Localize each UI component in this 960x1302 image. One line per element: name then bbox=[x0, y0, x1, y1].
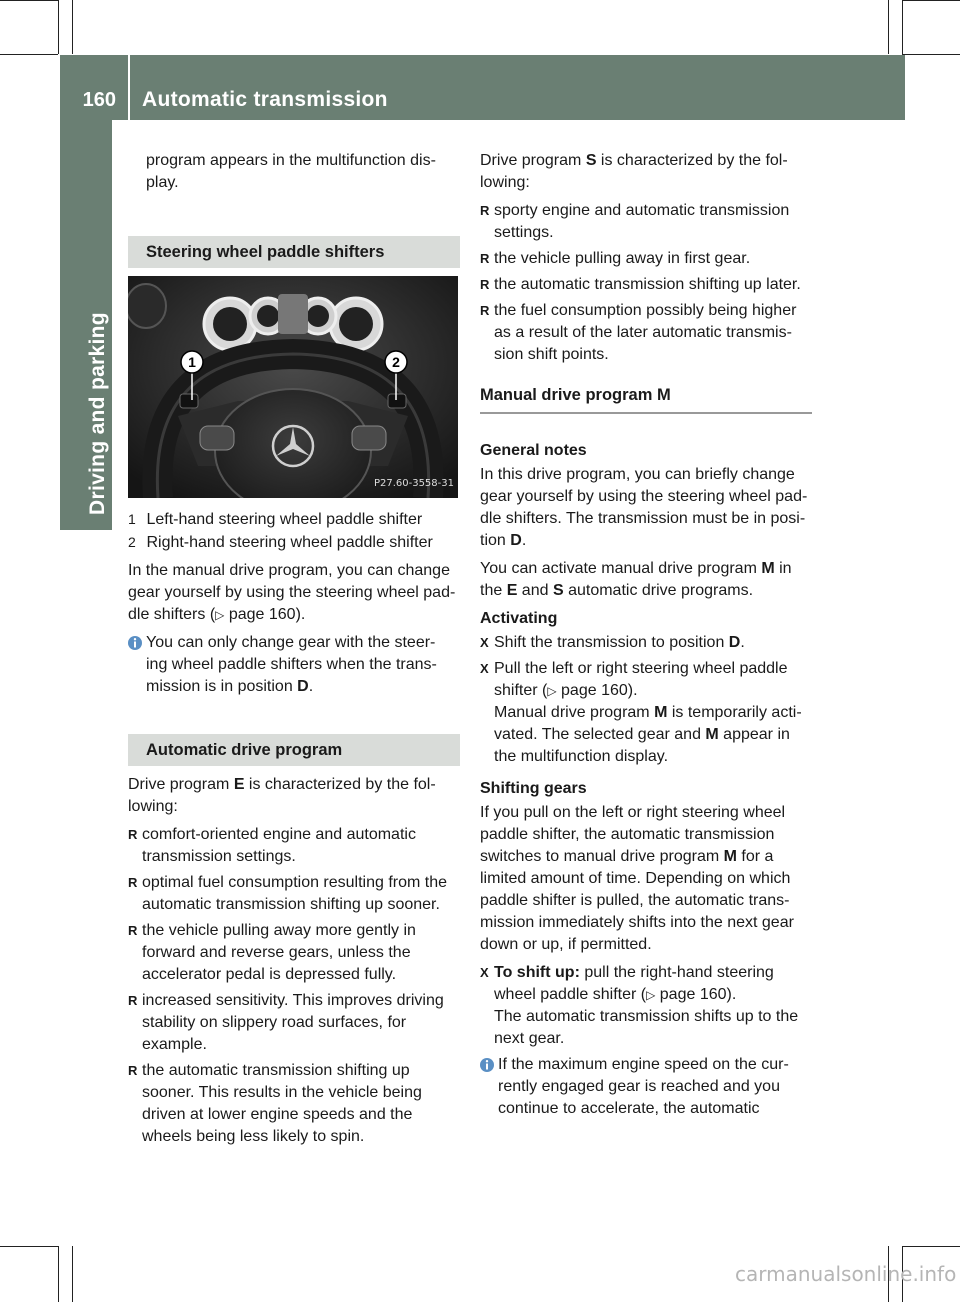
page-number: 160 bbox=[82, 89, 116, 111]
list-item: R comfort-oriented engine and automatic transmission settings. bbox=[128, 824, 460, 868]
list-item: R the fuel consumption possibly being higher as a result of the later automatic transmis- sion shift points. bbox=[480, 300, 812, 366]
section-side-tab bbox=[60, 120, 112, 530]
list-item: R sporty engine and automatic transmission settings. bbox=[480, 200, 812, 244]
info-note-paddle: You can only change gear with the steer- ing wheel paddle shifters when the trans- mission is in position D. bbox=[128, 632, 460, 698]
side-tab-label: Driving and parking bbox=[86, 312, 109, 515]
general-notes-text: In this drive program, you can briefly change gear yourself by using the steering wheel pad- dle shifters. The transmission must be in posi- tion D. bbox=[480, 466, 808, 549]
crop-mark bbox=[902, 1246, 960, 1247]
list-item: R the automatic transmission shifting up later. bbox=[480, 274, 812, 296]
page-ref-arrow-icon: ▷ bbox=[215, 608, 225, 622]
general-notes-heading: General notes bbox=[480, 442, 587, 459]
page-ref-arrow-icon: ▷ bbox=[646, 988, 656, 1002]
shifting-gears-text: If you pull on the left or right steering wheel paddle shifter, the automatic transmission switches to manual drive program M for a limited amount of time. Depending on which paddle shifter is pulled, the automatic trans- mission immediately shifts into the next gear down or up, if permitted. bbox=[480, 804, 794, 953]
legend-number: 2 bbox=[128, 534, 136, 550]
chapter-title: Automatic transmission bbox=[142, 88, 388, 111]
list-item: R optimal fuel consumption resulting from the automatic transmission shifting up sooner. bbox=[128, 872, 460, 916]
right-column bbox=[480, 150, 812, 1126]
step-arrow-icon: X bbox=[480, 661, 489, 676]
crop-mark bbox=[58, 0, 59, 54]
step-arrow-icon: X bbox=[480, 635, 489, 650]
step-pull-paddle: X Pull the left or right steering wheel paddle shifter (▷ page 160). Manual drive program M is temporarily acti- vated. The selected gear and M appear in the multifunction display. bbox=[480, 658, 812, 768]
legend-item-left-paddle bbox=[128, 508, 460, 531]
legend-text: Left-hand steering wheel paddle shifter bbox=[146, 511, 423, 528]
page-reference-link[interactable]: page 160). bbox=[561, 682, 638, 699]
crop-mark bbox=[0, 54, 58, 55]
legend-number: 1 bbox=[128, 511, 136, 527]
activating-heading: Activating bbox=[480, 610, 558, 627]
program-s-intro: Drive program S is characterized by the fol- lowing: bbox=[480, 152, 788, 191]
crop-mark bbox=[902, 0, 960, 1]
program-e-intro: Drive program E is characterized by the fol- lowing: bbox=[128, 776, 436, 815]
intro-text: program appears in the multifunction dis- play. bbox=[146, 152, 436, 191]
step-arrow-icon: X bbox=[480, 965, 489, 980]
callout-2: 2 bbox=[392, 354, 400, 370]
section-heading-automatic-program: Automatic drive program bbox=[128, 734, 460, 766]
info-icon bbox=[128, 635, 142, 651]
watermark: carmanualsonline.info bbox=[735, 1262, 957, 1286]
section-heading-manual-program: Manual drive program M bbox=[480, 384, 812, 414]
page-number-box bbox=[60, 55, 128, 120]
page-reference-link[interactable]: page 160). bbox=[228, 606, 306, 623]
callout-1: 1 bbox=[188, 354, 196, 370]
info-icon bbox=[480, 1057, 494, 1073]
crop-mark bbox=[72, 0, 73, 54]
crop-mark bbox=[0, 1246, 58, 1247]
legend-text: Right-hand steering wheel paddle shifter bbox=[146, 534, 433, 551]
crop-mark bbox=[0, 0, 58, 1]
manual-program-paragraph: In the manual drive program, you can change gear yourself by using the steering wheel pad- dle shifters (▷ page 160). bbox=[128, 562, 456, 623]
crop-mark bbox=[902, 0, 903, 54]
list-item: R the automatic transmission shifting up sooner. This results in the vehicle being driven at lower engine speeds and the wheels being less likely to spin. bbox=[128, 1060, 460, 1148]
steering-wheel-illustration bbox=[128, 276, 458, 498]
info-note-max-speed: If the maximum engine speed on the cur- rently engaged gear is reached and you continue to accelerate, the automatic bbox=[480, 1054, 812, 1120]
step-shift-up: X To shift up: pull the right-hand steering wheel paddle shifter (▷ page 160). The automatic transmission shifts up to the next gear. bbox=[480, 962, 812, 1050]
steering-wheel-photo bbox=[128, 276, 458, 498]
figure-code: P27.60-3558-31 bbox=[373, 478, 454, 489]
crop-mark bbox=[58, 1246, 59, 1302]
activate-text: You can activate manual drive program M in the E and S automatic drive programs. bbox=[480, 560, 792, 599]
section-heading-paddle-shifters: Steering wheel paddle shifters bbox=[128, 236, 460, 268]
step-result: The automatic transmission shifts up to the next gear. bbox=[494, 1008, 799, 1047]
crop-mark bbox=[72, 1246, 73, 1302]
list-item: R increased sensitivity. This improves driving stability on slippery road surfaces, for example. bbox=[128, 990, 460, 1056]
list-item: R the vehicle pulling away more gently in forward and reverse gears, unless the accelerator pedal is depressed fully. bbox=[128, 920, 460, 986]
step-result: Manual drive program M is temporarily acti- vated. The selected gear and M appear in the multifunction display. bbox=[494, 704, 802, 765]
crop-mark bbox=[888, 0, 889, 54]
page-ref-arrow-icon: ▷ bbox=[547, 684, 557, 698]
header-divider bbox=[128, 55, 130, 120]
shifting-gears-heading: Shifting gears bbox=[480, 780, 587, 797]
legend-item-right-paddle bbox=[128, 531, 460, 554]
page-reference-link[interactable]: page 160). bbox=[659, 986, 737, 1003]
step-shift-to-d: X Shift the transmission to position D. bbox=[480, 632, 812, 654]
left-column bbox=[128, 150, 460, 1152]
crop-mark bbox=[902, 54, 960, 55]
list-item: R the vehicle pulling away in first gear. bbox=[480, 248, 812, 270]
